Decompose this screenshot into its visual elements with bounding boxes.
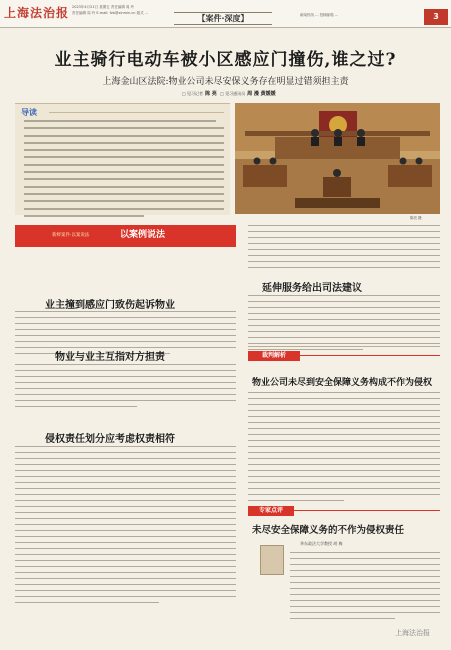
section-4-title: 延伸服务给出司法建议	[262, 283, 362, 294]
courtroom-illustration	[235, 103, 440, 214]
header-meta: 2023年4月21日 星期五 责任编辑 周 玲 责任编辑 周 玲 E-mail: fzb@xinmin.cn 版式 ...	[72, 5, 149, 15]
expert-title: 未尽安全保障义务的不作为侵权责任	[252, 525, 405, 536]
expert-text	[290, 552, 440, 624]
banner-text: 新鲜案件·以案说法	[52, 233, 90, 238]
photo-caption: 陈亮 摄	[410, 216, 422, 220]
intro-text-block	[24, 120, 224, 222]
expert-photo	[260, 545, 284, 575]
expert-byline: 华东政法大学教授 胡 梅	[300, 541, 343, 546]
section-2-title: 物业与业主互指对方担责	[55, 352, 165, 363]
intro-label: 导读	[21, 108, 37, 117]
section-3-text	[15, 446, 236, 608]
courtroom-photo	[235, 103, 440, 214]
expert-tag: 专家点评	[248, 506, 294, 516]
section-tag: 【案件·深度】	[174, 12, 272, 25]
right-divider	[248, 346, 440, 347]
commentary-tag-line	[300, 355, 440, 356]
page-header	[0, 0, 451, 28]
intro-box	[15, 103, 230, 215]
right-intro-text	[248, 225, 440, 273]
section-1-title: 业主撞到感应门致伤起诉物业	[45, 300, 175, 311]
intro-divider	[49, 112, 224, 113]
newspaper-logo: 上海法治报	[4, 6, 70, 20]
article-title: 业主骑行电动车被小区感应门撞伤,谁之过?	[54, 50, 397, 70]
article-subtitle: 上海金山区法院:物业公司未尽安保义务存在明显过错须担主责	[102, 77, 349, 87]
expert-tag-line	[294, 510, 440, 511]
commentary-text	[248, 392, 440, 506]
commentary-title: 物业公司未尽到安全保障义务构成不作为侵权	[252, 378, 433, 388]
section-2-text	[15, 364, 236, 412]
page-number: 3	[424, 9, 448, 25]
watermark: 上海法治报	[395, 629, 430, 637]
header-contact: 新闻热线 ... 投稿邮箱 ...	[300, 13, 339, 17]
byline: □ 见习记者 陈 亮 □ 见习通讯员 周 漫 黄媛媛	[182, 91, 276, 97]
section-3-title: 侵权责任划分应考虑权责相符	[45, 434, 175, 445]
banner-badge: 以案例说法	[120, 230, 166, 240]
commentary-tag: 裁判解析	[248, 351, 300, 361]
